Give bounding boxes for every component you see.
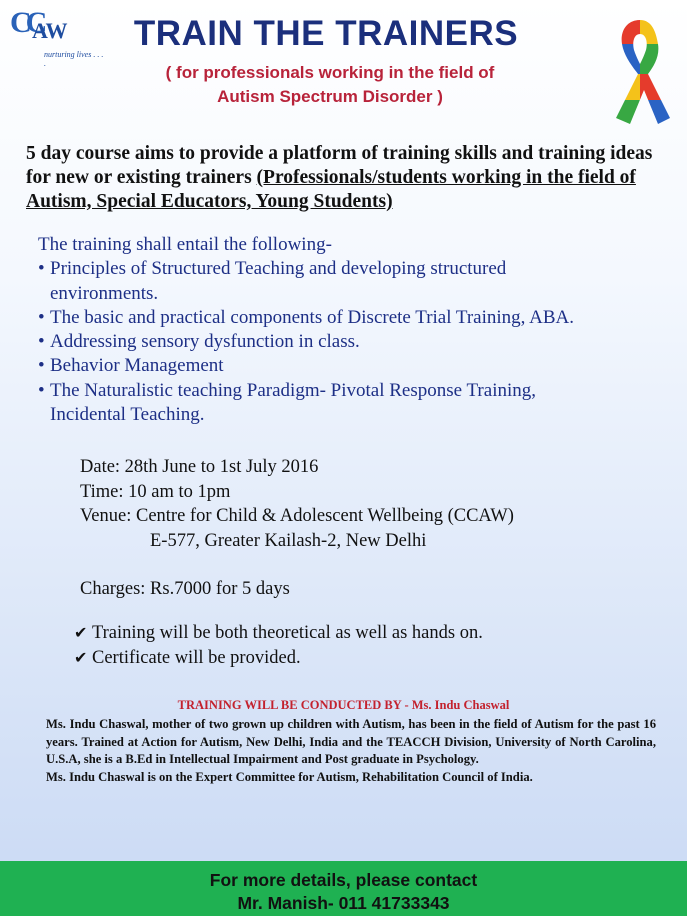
trainer-bio-paragraph: Ms. Indu Chaswal is on the Expert Committee for Autism, Rehabilitation Council of India. xyxy=(46,769,533,784)
contact-footer xyxy=(0,861,687,916)
subtitle-line-2: Autism Spectrum Disorder ) xyxy=(217,87,443,106)
contact-line-1: For more details, please contact xyxy=(209,870,478,890)
course-intro xyxy=(26,142,666,214)
event-details xyxy=(80,455,640,554)
list-item: • The Naturalistic teaching Paradigm- Pivotal Response Training, Incidental Teaching. xyxy=(38,379,537,426)
intro-audience: (Professionals/students working in the field of Autism, Special Educators, Young Students) xyxy=(26,167,636,212)
logo-letters-aw: AW xyxy=(32,18,68,43)
list-item: ✔ Training will be both theoretical as well as hands on. xyxy=(74,621,634,646)
event-date: Date: 28th June to 1st July 2016 xyxy=(80,457,319,477)
trainer-bio-paragraph: Ms. Indu Chaswal, mother of two grown up children with Autism, has been in the field of Autism for the past 16 years. Trained at Action for Autism, New Delhi, India and the TEACCH Division, University of North Carolina, U.S.A, she is a B.Ed in Intellectual Impairment and Post graduate in Psychology. xyxy=(46,717,656,766)
list-item: • Behavior Management xyxy=(38,355,224,377)
training-list xyxy=(38,257,678,427)
training-contents xyxy=(38,233,678,427)
trainer-heading: TRAINING WILL BE CONDUCTED BY - Ms. Indu Chaswal xyxy=(177,698,510,712)
list-item: ✔ Certificate will be provided. xyxy=(74,646,634,671)
feature-checklist xyxy=(74,621,634,670)
list-item: • Principles of Structured Teaching and developing structured environments. xyxy=(38,258,507,304)
page-subtitle xyxy=(110,61,550,109)
checkmark-icon: ✔ xyxy=(74,623,88,642)
ccaw-logo xyxy=(6,6,106,66)
subtitle-line-1: ( for professionals working in the field of xyxy=(165,63,495,82)
contact-line-2: Mr. Manish- 011 41733343 xyxy=(237,893,450,913)
event-charges: Charges: Rs.7000 for 5 days xyxy=(80,579,290,599)
trainer-bio xyxy=(46,716,656,786)
logo-tagline: nurturing lives . . . . xyxy=(44,50,104,68)
page-title: TRAIN THE TRAINERS xyxy=(133,14,519,53)
event-time: Time: 10 am to 1pm xyxy=(80,481,231,502)
event-venue: Venue: Centre for Child & Adolescent Wellbeing (CCAW) xyxy=(80,506,514,527)
list-item: • The basic and practical components of Discrete Trial Training, ABA. xyxy=(38,306,574,328)
checkmark-icon: ✔ xyxy=(74,647,88,667)
autism-ribbon-icon xyxy=(608,14,672,126)
event-address: E-577, Greater Kailash-2, New Delhi xyxy=(150,531,427,552)
list-item: • Addressing sensory dysfunction in class. xyxy=(38,331,360,353)
logo-letters-cc: CC xyxy=(10,6,42,39)
intro-text: 5 day course aims to provide a platform of training skills and training ideas for new or existing trainers xyxy=(26,143,653,188)
training-heading: The training shall entail the following- xyxy=(38,234,332,255)
